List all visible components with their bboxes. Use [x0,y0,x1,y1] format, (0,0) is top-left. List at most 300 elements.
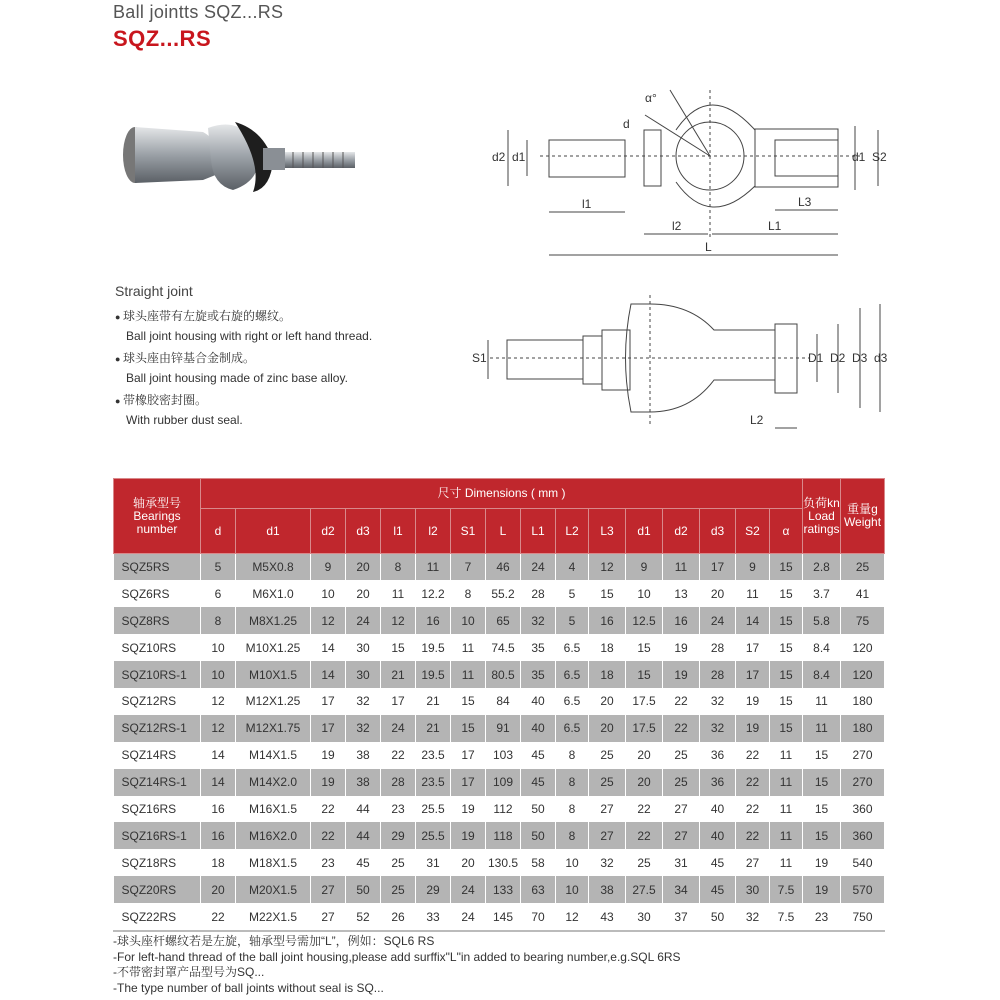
bearing-number-cell: SQZ5RS [114,554,201,581]
table-cell: 28 [381,769,416,796]
table-cell: 40 [700,796,736,823]
bullet-en: With rubber dust seal. [126,413,243,427]
table-cell: 5 [201,554,236,581]
table-cell: 17 [451,769,486,796]
table-cell: 11 [803,688,841,715]
table-cell: 15 [770,661,803,688]
table-cell: 11 [663,554,700,581]
table-cell: 37 [663,903,700,930]
table-cell: 24 [381,715,416,742]
label-d2: d2 [492,150,506,164]
bullet-cn: ● 球头座带有左旋或右旋的螺纹。 [115,308,291,325]
table-cell: 25 [589,742,626,769]
table-cell: M12X1.75 [236,715,311,742]
bullet-cn: ● 球头座由锌基合金制成。 [115,350,255,367]
table-cell: 14 [201,769,236,796]
table-cell: 24 [521,554,556,581]
bearing-number-header: 轴承型号 Bearings number [114,479,201,554]
table-cell: 41 [841,580,885,607]
table-cell: 8 [451,580,486,607]
column-header: L [486,509,521,554]
label-d1-right: d1 [852,150,866,164]
table-cell: 32 [700,715,736,742]
table-cell: 15 [803,769,841,796]
table-cell: 112 [486,796,521,823]
table-cell: 34 [663,876,700,903]
table-cell: 25.5 [416,822,451,849]
table-cell: 6.5 [556,715,589,742]
table-cell: 22 [311,796,346,823]
column-header: d [201,509,236,554]
table-cell: 15 [770,554,803,581]
bearing-number-cell: SQZ10RS-1 [114,661,201,688]
table-cell: M18X1.5 [236,849,311,876]
table-cell: 44 [346,822,381,849]
table-cell: 9 [626,554,663,581]
table-cell: 8 [381,554,416,581]
table-cell: 12 [311,607,346,634]
table-cell: 19 [451,822,486,849]
table-cell: 29 [416,876,451,903]
table-cell: 22 [736,796,770,823]
table-cell: 25 [381,876,416,903]
bearing-number-cell: SQZ22RS [114,903,201,930]
table-cell: 20 [589,715,626,742]
table-cell: 74.5 [486,634,521,661]
table-cell: 38 [346,769,381,796]
table-row [114,580,885,607]
column-header: L1 [521,509,556,554]
table-cell: 38 [346,742,381,769]
table-cell: 11 [736,580,770,607]
table-cell: 20 [626,769,663,796]
table-cell: 32 [700,688,736,715]
table-cell: 11 [770,742,803,769]
weight-header: 重量g Weight [841,479,885,554]
table-cell: 20 [346,580,381,607]
table-row [114,769,885,796]
table-cell: 18 [201,849,236,876]
bullet-cn: ● 带橡胶密封圈。 [115,392,207,409]
table-cell: 14 [311,634,346,661]
table-cell: 55.2 [486,580,521,607]
table-cell: 24 [346,607,381,634]
table-cell: 22 [736,742,770,769]
table-cell: 20 [201,876,236,903]
table-cell: 24 [451,876,486,903]
column-header: d1 [236,509,311,554]
table-cell: 15 [803,822,841,849]
table-cell: 10 [451,607,486,634]
column-header: d2 [311,509,346,554]
table-cell: 6 [201,580,236,607]
column-header: S2 [736,509,770,554]
column-header: L3 [589,509,626,554]
table-cell: 50 [700,903,736,930]
table-cell: 31 [416,849,451,876]
table-cell: 19.5 [416,661,451,688]
table-cell: 20 [626,742,663,769]
table-row [114,849,885,876]
table-cell: 23 [381,796,416,823]
table-row [114,903,885,930]
table-cell: 22 [626,822,663,849]
table-cell: 32 [346,715,381,742]
table-cell: 19 [451,796,486,823]
table-cell: 8 [556,822,589,849]
dimensions-header: 尺寸 Dimensions ( mm ) [201,479,803,509]
table-cell: 16 [201,822,236,849]
table-cell: 10 [201,661,236,688]
table-row [114,634,885,661]
dimensions-table [113,478,885,930]
table-cell: 17 [700,554,736,581]
table-cell: 5 [556,607,589,634]
table-cell: 19 [311,769,346,796]
table-cell: 32 [521,607,556,634]
column-header: d1 [626,509,663,554]
table-cell: 15 [381,634,416,661]
table-cell: 20 [346,554,381,581]
table-cell: 27.5 [626,876,663,903]
label-L2: L2 [750,413,764,427]
table-cell: M12X1.25 [236,688,311,715]
table-cell: 8 [556,796,589,823]
table-cell: 17 [311,688,346,715]
label-D1: D1 [808,351,824,365]
table-cell: 22 [736,822,770,849]
table-cell: 5 [556,580,589,607]
table-cell: 31 [663,849,700,876]
table-cell: 19 [736,715,770,742]
table-cell: 2.8 [803,554,841,581]
column-header: d3 [700,509,736,554]
table-cell: 36 [700,742,736,769]
label-d1: d1 [512,150,526,164]
label-l1: l1 [582,197,592,211]
table-cell: 32 [589,849,626,876]
table-cell: 21 [416,715,451,742]
table-cell: M20X1.5 [236,876,311,903]
table-cell: 11 [451,634,486,661]
table-cell: 22 [311,822,346,849]
table-cell: 8 [556,742,589,769]
table-cell: 23 [311,849,346,876]
table-cell: 25 [589,769,626,796]
table-cell: 7 [451,554,486,581]
table-cell: 12 [589,554,626,581]
table-cell: 35 [521,661,556,688]
table-cell: 17 [451,742,486,769]
footnote: -球头座杆螺纹若是左旋，轴承型号需加“L”，例如：SQL6 RS [113,934,435,948]
table-cell: M14X2.0 [236,769,311,796]
table-cell: 91 [486,715,521,742]
table-cell: 8 [201,607,236,634]
bearing-number-cell: SQZ12RS [114,688,201,715]
table-cell: 36 [700,769,736,796]
table-row [114,554,885,581]
table-cell: 10 [556,849,589,876]
table-cell: 12.5 [626,607,663,634]
table-cell: 45 [521,742,556,769]
table-cell: 15 [451,688,486,715]
bearing-number-cell: SQZ14RS [114,742,201,769]
table-cell: 19 [663,634,700,661]
label-alpha: α° [645,91,657,105]
footnote: -For left-hand thread of the ball joint housing,please add surffix"L"in added to bearing number,e.g.SQL 6RS [113,949,681,964]
table-cell: 21 [381,661,416,688]
table-cell: 84 [486,688,521,715]
table-cell: 15 [803,742,841,769]
table-cell: M16X2.0 [236,822,311,849]
table-cell: 6.5 [556,661,589,688]
table-cell: 28 [700,661,736,688]
table-cell: M5X0.8 [236,554,311,581]
table-cell: 30 [346,661,381,688]
table-cell: 25 [663,742,700,769]
table-cell: 45 [521,769,556,796]
table-cell: 15 [451,715,486,742]
bearing-number-cell: SQZ20RS [114,876,201,903]
label-L3: L3 [798,195,812,209]
table-cell: 15 [770,715,803,742]
table-cell: 27 [311,903,346,930]
table-cell: 10 [311,580,346,607]
table-cell: 109 [486,769,521,796]
table-cell: 80.5 [486,661,521,688]
label-D3: D3 [852,351,868,365]
table-cell: 15 [770,634,803,661]
table-cell: 16 [663,607,700,634]
table-cell: 6.5 [556,634,589,661]
table-cell: 23.5 [416,742,451,769]
table-cell: 7.5 [770,903,803,930]
label-d: d [623,117,630,131]
table-cell: 63 [521,876,556,903]
table-cell: 18 [589,634,626,661]
table-cell: M22X1.5 [236,903,311,930]
table-cell: 44 [346,796,381,823]
table-cell: 9 [736,554,770,581]
column-header: l2 [416,509,451,554]
table-cell: 22 [201,903,236,930]
table-cell: 22 [736,769,770,796]
table-cell: 19 [803,876,841,903]
footnotes [113,934,681,996]
table-cell: M8X1.25 [236,607,311,634]
table-cell: 13 [663,580,700,607]
bearing-number-cell: SQZ18RS [114,849,201,876]
table-cell: 25 [381,849,416,876]
table-cell: 30 [626,903,663,930]
table-cell: 38 [589,876,626,903]
bearing-number-cell: SQZ16RS [114,796,201,823]
table-cell: 6.5 [556,688,589,715]
table-cell: 40 [521,688,556,715]
table-cell: 11 [770,849,803,876]
table-cell: 118 [486,822,521,849]
table-cell: 12 [556,903,589,930]
table-cell: 270 [841,742,885,769]
table-cell: 360 [841,822,885,849]
table-cell: 11 [770,796,803,823]
table-cell: 7.5 [770,876,803,903]
table-row [114,822,885,849]
table-cell: M6X1.0 [236,580,311,607]
table-cell: 20 [700,580,736,607]
table-cell: 22 [381,742,416,769]
table-cell: 27 [589,822,626,849]
column-header: d2 [663,509,700,554]
table-cell: 120 [841,661,885,688]
table-cell: 25 [663,769,700,796]
table-cell: 120 [841,634,885,661]
table-cell: 180 [841,715,885,742]
table-cell: 32 [346,688,381,715]
table-cell: 30 [736,876,770,903]
table-cell: 15 [626,634,663,661]
table-cell: 8.4 [803,634,841,661]
table-cell: 15 [770,607,803,634]
table-cell: 17 [381,688,416,715]
table-cell: 8.4 [803,661,841,688]
table-cell: 70 [521,903,556,930]
table-cell: 14 [201,742,236,769]
table-cell: 12 [201,715,236,742]
table-cell: 17.5 [626,688,663,715]
table-cell: 29 [381,822,416,849]
table-cell: 30 [346,634,381,661]
table-cell: 12 [201,688,236,715]
table-cell: 65 [486,607,521,634]
table-cell: 45 [700,849,736,876]
bearing-number-cell: SQZ16RS-1 [114,822,201,849]
table-cell: 11 [770,769,803,796]
table-cell: 360 [841,796,885,823]
table-cell: 180 [841,688,885,715]
table-cell: 3.7 [803,580,841,607]
table-cell: 14 [736,607,770,634]
label-d3: d3 [874,351,888,365]
table-cell: 45 [700,876,736,903]
table-cell: 19 [803,849,841,876]
label-l2: l2 [672,219,682,233]
table-cell: 50 [521,796,556,823]
table-cell: 570 [841,876,885,903]
table-cell: 20 [451,849,486,876]
table-cell: 50 [521,822,556,849]
table-row [114,607,885,634]
table-cell: 26 [381,903,416,930]
table-cell: 43 [589,903,626,930]
bullet-en: Ball joint housing with right or left hand thread. [126,329,373,343]
table-cell: 58 [521,849,556,876]
table-cell: 40 [521,715,556,742]
table-cell: 19.5 [416,634,451,661]
table-cell: M10X1.25 [236,634,311,661]
footnote: -The type number of ball joints without seal is SQ... [113,980,384,995]
bearing-number-cell: SQZ10RS [114,634,201,661]
section-title: Straight joint [115,283,193,299]
table-cell: 11 [451,661,486,688]
table-cell: 10 [626,580,663,607]
column-header: α [770,509,803,554]
table-cell: 270 [841,769,885,796]
table-cell: 27 [736,849,770,876]
table-cell: 50 [346,876,381,903]
table-bottom-rule [113,930,885,932]
column-header: l1 [381,509,416,554]
table-cell: 11 [416,554,451,581]
column-header: S1 [451,509,486,554]
table-cell: M16X1.5 [236,796,311,823]
table-cell: 22 [663,688,700,715]
table-cell: 750 [841,903,885,930]
table-cell: 22 [663,715,700,742]
table-cell: 21 [416,688,451,715]
table-cell: M14X1.5 [236,742,311,769]
table-cell: 28 [521,580,556,607]
table-row [114,742,885,769]
footnote: -不带密封罩产品型号为SQ... [113,965,265,979]
table-cell: 18 [589,661,626,688]
table-cell: 23.5 [416,769,451,796]
table-cell: 12 [381,607,416,634]
table-cell: 27 [311,876,346,903]
table-cell: 19 [736,688,770,715]
table-cell: 19 [663,661,700,688]
table-cell: 15 [626,661,663,688]
load-ratings-header: 负荷kn Load ratings [803,479,841,554]
table-cell: 11 [770,822,803,849]
table-cell: 46 [486,554,521,581]
table-cell: 75 [841,607,885,634]
table-cell: 145 [486,903,521,930]
table-row [114,661,885,688]
table-cell: 17.5 [626,715,663,742]
column-header: d3 [346,509,381,554]
table-cell: 133 [486,876,521,903]
table-cell: 8 [556,769,589,796]
table-cell: 11 [381,580,416,607]
table-cell: 16 [416,607,451,634]
label-S1: S1 [472,351,487,365]
table-cell: 16 [589,607,626,634]
model-series-title: SQZ...RS [113,26,212,51]
table-cell: 10 [201,634,236,661]
table-cell: 16 [201,796,236,823]
table-row [114,688,885,715]
column-header: L2 [556,509,589,554]
table-cell: 20 [589,688,626,715]
bearing-number-cell: SQZ12RS-1 [114,715,201,742]
table-cell: 11 [803,715,841,742]
table-cell: 15 [770,688,803,715]
table-row [114,876,885,903]
label-D2: D2 [830,351,846,365]
table-cell: 32 [736,903,770,930]
table-cell: 25 [626,849,663,876]
bearing-number-cell: SQZ6RS [114,580,201,607]
bearing-number-cell: SQZ8RS [114,607,201,634]
table-cell: 17 [736,661,770,688]
table-cell: 15 [803,796,841,823]
table-cell: 45 [346,849,381,876]
table-row [114,796,885,823]
table-cell: 27 [663,822,700,849]
table-cell: 35 [521,634,556,661]
table-cell: 25 [841,554,885,581]
